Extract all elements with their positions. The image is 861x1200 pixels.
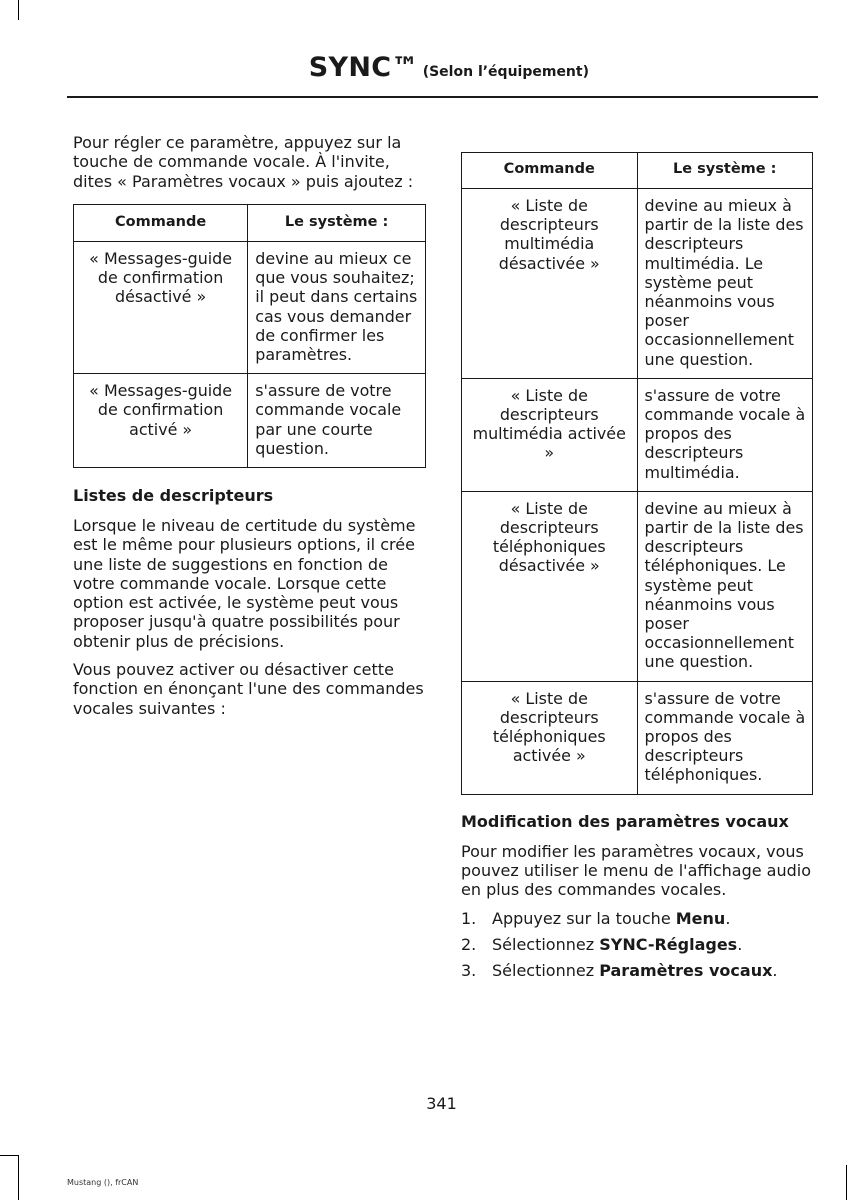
table-row: [462, 491, 813, 681]
descriptor-table: [461, 152, 813, 795]
left-column: [73, 133, 426, 727]
crop-mark-bottom-right: [846, 1165, 847, 1200]
system-cell: s'assure de votre commande vocale par une courte question.: [248, 374, 426, 468]
table-row: [462, 189, 813, 379]
system-cell: devine au mieux ce que vous souhaitez; il peut dans certains cas vous demander de confirmer les paramètres.: [248, 241, 426, 373]
step-text: Sélectionnez Paramètres vocaux.: [492, 960, 778, 980]
section-heading-descripteurs: Listes de descripteurs: [73, 485, 274, 505]
list-item: [461, 935, 813, 954]
column-header-command: Commande: [462, 153, 638, 189]
header-rule: [67, 96, 818, 98]
section-heading-modification: Modification des paramètres vocaux: [461, 811, 789, 831]
table-header-row: [74, 204, 426, 241]
page-header: [309, 52, 589, 83]
intro-paragraph: Pour régler ce paramètre, appuyez sur la touche de commande vocale. À l'invite, dites « Paramètres vocaux » puis ajoutez :: [73, 133, 414, 191]
step-keyword: Paramètres vocaux: [599, 960, 773, 980]
header-subtitle: (Selon l’équipement): [422, 64, 589, 80]
footer-text: Mustang (), frCAN: [67, 1178, 139, 1187]
list-item: [461, 961, 813, 980]
step-number: 1.: [461, 908, 477, 928]
table-row: [462, 681, 813, 794]
confirmation-table: [73, 204, 426, 468]
descripteurs-paragraph-1: Lorsque le niveau de certitude du système est le même pour plusieurs options, il crée une liste de suggestions en fonction de votre commande vocale. Lorsque cette option est activée, le système peut vous proposer jusqu'à quatre possibilités pour obtenir plus de précisions.: [73, 515, 416, 651]
step-number: 3.: [461, 960, 477, 980]
list-item: [461, 909, 813, 928]
steps-list: [461, 909, 813, 980]
system-cell: devine au mieux à partir de la liste des descripteurs multimédia. Le système peut néanmoins vous poser occasionnellement une question.: [637, 189, 813, 379]
step-keyword: Menu: [675, 908, 726, 928]
crop-mark-top-left: [18, 0, 19, 20]
system-cell: s'assure de votre commande vocale à propos des descripteurs téléphoniques.: [637, 681, 813, 794]
column-header-system: Le système :: [637, 153, 813, 189]
table-row: [74, 241, 426, 373]
system-cell: s'assure de votre commande vocale à propos des descripteurs multimédia.: [637, 378, 813, 491]
command-cell: « Liste de descripteurs téléphoniques désactivée »: [462, 491, 638, 681]
command-cell: « Liste de descripteurs multimédia désactivée »: [462, 189, 638, 379]
right-column: [461, 152, 813, 987]
command-cell: « Liste de descripteurs multimédia activée »: [462, 378, 638, 491]
crop-mark-bottom-left-h: [0, 1155, 18, 1156]
descripteurs-paragraph-2: Vous pouvez activer ou désactiver cette fonction en énonçant l'une des commandes vocales suivantes :: [73, 660, 424, 718]
page-number: 341: [426, 1094, 457, 1113]
step-text: Sélectionnez SYNC-Réglages.: [492, 934, 743, 954]
table-row: [462, 378, 813, 491]
step-number: 2.: [461, 934, 477, 954]
command-cell: « Messages-guide de confirmation activé »: [74, 374, 248, 468]
modification-paragraph: Pour modifier les paramètres vocaux, vous pouvez utiliser le menu de l'affichage audio en plus des commandes vocales.: [461, 841, 812, 900]
step-keyword: SYNC-Réglages: [599, 934, 738, 954]
step-text: Appuyez sur la touche Menu.: [492, 908, 731, 928]
column-header-system: Le système :: [248, 204, 426, 241]
table-row: [74, 374, 426, 468]
command-cell: « Liste de descripteurs téléphoniques activée »: [462, 681, 638, 794]
system-cell: devine au mieux à partir de la liste des descripteurs téléphoniques. Le système peut néanmoins vous poser occasionnellement une question.: [637, 491, 813, 681]
command-cell: « Messages-guide de confirmation désactivé »: [74, 241, 248, 373]
column-header-command: Commande: [74, 204, 248, 241]
crop-mark-bottom-left: [18, 1155, 19, 1200]
table-header-row: [462, 153, 813, 189]
header-title: SYNC™: [308, 52, 419, 83]
